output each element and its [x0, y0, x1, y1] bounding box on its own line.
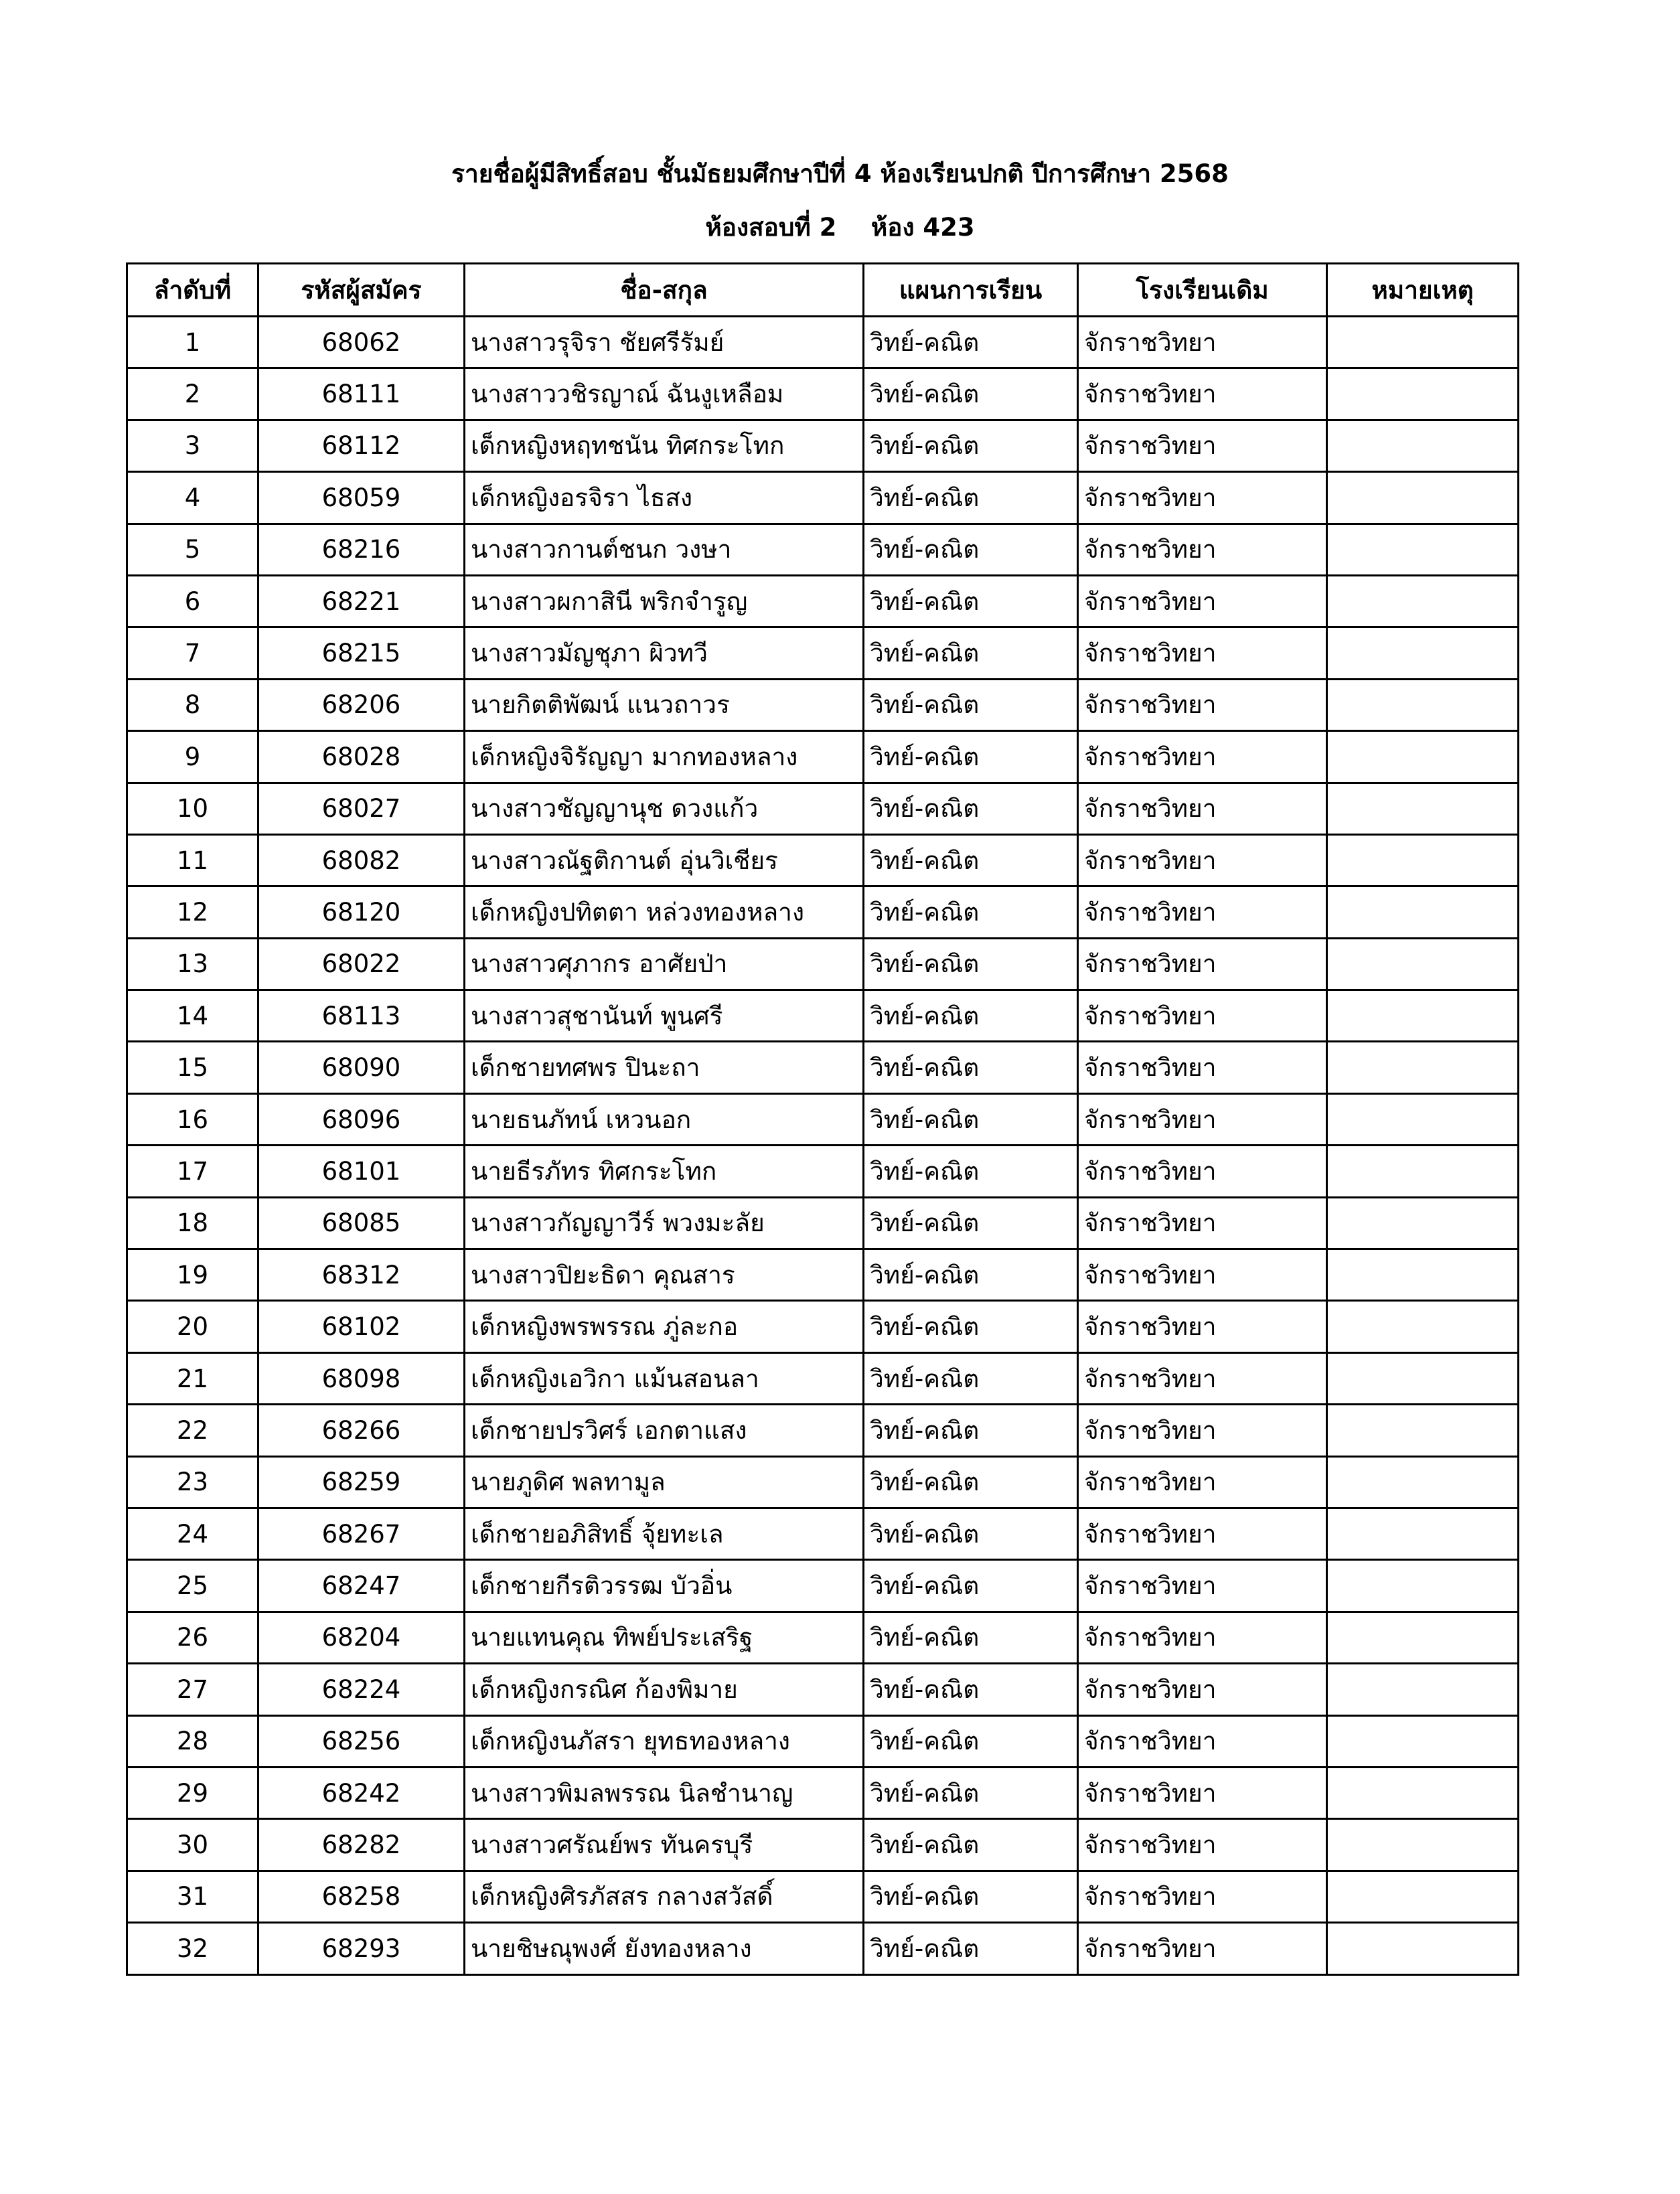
- study-plan-cell: วิทย์-คณิต: [864, 938, 1078, 990]
- remark-cell: [1327, 1560, 1519, 1612]
- order-cell: 1: [127, 317, 258, 368]
- study-plan-cell: วิทย์-คณิต: [864, 1352, 1078, 1404]
- col-header-remark: หมายเหตุ: [1327, 264, 1519, 317]
- remark-cell: [1327, 1664, 1519, 1715]
- applicant-id-cell: 68206: [258, 679, 465, 730]
- name-cell: นางสาวศุภากร อาศัยป่า: [465, 938, 864, 990]
- study-plan-cell: วิทย์-คณิต: [864, 1456, 1078, 1508]
- order-cell: 4: [127, 472, 258, 524]
- order-cell: 13: [127, 938, 258, 990]
- remark-cell: [1327, 1249, 1519, 1301]
- name-cell: นางสาวกานต์ชนก วงษา: [465, 524, 864, 575]
- table-row: [127, 1301, 1519, 1352]
- table-body: [127, 317, 1519, 1975]
- name-cell: นายกิตติพัฒน์ แนวถาวร: [465, 679, 864, 730]
- study-plan-cell: วิทย์-คณิต: [864, 1405, 1078, 1456]
- previous-school-cell: จักราชวิทยา: [1078, 1197, 1327, 1249]
- previous-school-cell: จักราชวิทยา: [1078, 783, 1327, 834]
- applicant-id-cell: 68112: [258, 420, 465, 471]
- table-row: [127, 472, 1519, 524]
- previous-school-cell: จักราชวิทยา: [1078, 1612, 1327, 1663]
- applicant-id-cell: 68028: [258, 731, 465, 783]
- applicant-id-cell: 68027: [258, 783, 465, 834]
- applicant-id-cell: 68221: [258, 575, 465, 627]
- applicant-id-cell: 68062: [258, 317, 465, 368]
- order-cell: 32: [127, 1923, 258, 1974]
- remark-cell: [1327, 420, 1519, 471]
- col-header-name: ชื่อ-สกุล: [465, 264, 864, 317]
- previous-school-cell: จักราชวิทยา: [1078, 1923, 1327, 1974]
- document-title: รายชื่อผู้มีสิทธิ์สอบ ชั้นมัธยมศึกษาปีที่ 4 ห้องเรียนปกติ ปีการศึกษา 2568: [451, 159, 1229, 188]
- applicant-id-cell: 68216: [258, 524, 465, 575]
- applicant-id-cell: 68293: [258, 1923, 465, 1974]
- study-plan-cell: วิทย์-คณิต: [864, 575, 1078, 627]
- previous-school-cell: จักราชวิทยา: [1078, 938, 1327, 990]
- name-cell: นางสาวณัฐติกานต์ อุ่นวิเชียร: [465, 834, 864, 886]
- study-plan-cell: วิทย์-คณิต: [864, 886, 1078, 938]
- study-plan-cell: วิทย์-คณิต: [864, 317, 1078, 368]
- study-plan-cell: วิทย์-คณิต: [864, 1819, 1078, 1871]
- table-row: [127, 990, 1519, 1042]
- table-row: [127, 317, 1519, 368]
- previous-school-cell: จักราชวิทยา: [1078, 1715, 1327, 1767]
- name-cell: นางสาวพิมลพรรณ นิลชำนาญ: [465, 1767, 864, 1818]
- applicant-id-cell: 68098: [258, 1352, 465, 1404]
- remark-cell: [1327, 1767, 1519, 1818]
- table-row: [127, 368, 1519, 420]
- previous-school-cell: จักราชวิทยา: [1078, 1405, 1327, 1456]
- applicant-id-cell: 68267: [258, 1508, 465, 1559]
- remark-cell: [1327, 886, 1519, 938]
- applicant-id-cell: 68101: [258, 1146, 465, 1197]
- previous-school-cell: จักราชวิทยา: [1078, 990, 1327, 1042]
- name-cell: เด็กหญิงเอวิกา แม้นสอนลา: [465, 1352, 864, 1404]
- table-row: [127, 524, 1519, 575]
- name-cell: นายธนภัทน์ เหวนอก: [465, 1093, 864, 1145]
- order-cell: 2: [127, 368, 258, 420]
- previous-school-cell: จักราชวิทยา: [1078, 1146, 1327, 1197]
- table-row: [127, 1612, 1519, 1663]
- previous-school-cell: จักราชวิทยา: [1078, 679, 1327, 730]
- applicant-id-cell: 68215: [258, 627, 465, 679]
- order-cell: 12: [127, 886, 258, 938]
- previous-school-cell: จักราชวิทยา: [1078, 472, 1327, 524]
- name-cell: เด็กชายอภิสิทธิ์ จุ้ยทะเล: [465, 1508, 864, 1559]
- applicant-id-cell: 68059: [258, 472, 465, 524]
- previous-school-cell: จักราชวิทยา: [1078, 1767, 1327, 1818]
- col-header-order: ลำดับที่: [127, 264, 258, 317]
- study-plan-cell: วิทย์-คณิต: [864, 1301, 1078, 1352]
- applicant-id-cell: 68102: [258, 1301, 465, 1352]
- order-cell: 25: [127, 1560, 258, 1612]
- order-cell: 9: [127, 731, 258, 783]
- remark-cell: [1327, 679, 1519, 730]
- table-row: [127, 1560, 1519, 1612]
- study-plan-cell: วิทย์-คณิต: [864, 1146, 1078, 1197]
- applicant-id-cell: 68256: [258, 1715, 465, 1767]
- applicant-id-cell: 68022: [258, 938, 465, 990]
- name-cell: นางสาวศรัณย์พร ทันครบุรี: [465, 1819, 864, 1871]
- table-row: [127, 1819, 1519, 1871]
- table-row: [127, 420, 1519, 471]
- previous-school-cell: จักราชวิทยา: [1078, 627, 1327, 679]
- applicant-id-cell: 68258: [258, 1871, 465, 1922]
- study-plan-cell: วิทย์-คณิต: [864, 472, 1078, 524]
- applicant-id-cell: 68259: [258, 1456, 465, 1508]
- previous-school-cell: จักราชวิทยา: [1078, 1301, 1327, 1352]
- order-cell: 21: [127, 1352, 258, 1404]
- study-plan-cell: วิทย์-คณิต: [864, 834, 1078, 886]
- name-cell: นายชิษณุพงศ์ ยังทองหลาง: [465, 1923, 864, 1974]
- name-cell: เด็กหญิงอรจิรา ไธสง: [465, 472, 864, 524]
- table-header-row: [127, 264, 1519, 317]
- previous-school-cell: จักราชวิทยา: [1078, 575, 1327, 627]
- table-row: [127, 834, 1519, 886]
- remark-cell: [1327, 472, 1519, 524]
- applicant-id-cell: 68111: [258, 368, 465, 420]
- remark-cell: [1327, 317, 1519, 368]
- name-cell: นายภูดิศ พลทามูล: [465, 1456, 864, 1508]
- applicant-id-cell: 68085: [258, 1197, 465, 1249]
- remark-cell: [1327, 1301, 1519, 1352]
- col-header-study-plan: แผนการเรียน: [864, 264, 1078, 317]
- order-cell: 8: [127, 679, 258, 730]
- previous-school-cell: จักราชวิทยา: [1078, 1664, 1327, 1715]
- remark-cell: [1327, 1405, 1519, 1456]
- previous-school-cell: จักราชวิทยา: [1078, 1456, 1327, 1508]
- remark-cell: [1327, 524, 1519, 575]
- remark-cell: [1327, 731, 1519, 783]
- table-row: [127, 1352, 1519, 1404]
- name-cell: นางสาวชัญญานุช ดวงแก้ว: [465, 783, 864, 834]
- study-plan-cell: วิทย์-คณิต: [864, 420, 1078, 471]
- study-plan-cell: วิทย์-คณิต: [864, 990, 1078, 1042]
- order-cell: 11: [127, 834, 258, 886]
- study-plan-cell: วิทย์-คณิต: [864, 679, 1078, 730]
- applicant-id-cell: 68312: [258, 1249, 465, 1301]
- table-row: [127, 1664, 1519, 1715]
- order-cell: 10: [127, 783, 258, 834]
- remark-cell: [1327, 1042, 1519, 1093]
- exam-room-subtitle: ห้องสอบที่ 2 ห้อง 423: [705, 213, 975, 242]
- col-header-previous-school: โรงเรียนเดิม: [1078, 264, 1327, 317]
- order-cell: 28: [127, 1715, 258, 1767]
- previous-school-cell: จักราชวิทยา: [1078, 1560, 1327, 1612]
- previous-school-cell: จักราชวิทยา: [1078, 1249, 1327, 1301]
- table-row: [127, 1405, 1519, 1456]
- table-row: [127, 1093, 1519, 1145]
- previous-school-cell: จักราชวิทยา: [1078, 1508, 1327, 1559]
- order-cell: 22: [127, 1405, 258, 1456]
- applicant-id-cell: 68282: [258, 1819, 465, 1871]
- previous-school-cell: จักราชวิทยา: [1078, 1871, 1327, 1922]
- name-cell: เด็กหญิงหฤทชนัน ทิศกระโทก: [465, 420, 864, 471]
- study-plan-cell: วิทย์-คณิต: [864, 1871, 1078, 1922]
- remark-cell: [1327, 1197, 1519, 1249]
- name-cell: นางสาวปิยะธิดา คุณสาร: [465, 1249, 864, 1301]
- remark-cell: [1327, 1871, 1519, 1922]
- previous-school-cell: จักราชวิทยา: [1078, 1819, 1327, 1871]
- name-cell: เด็กหญิงจิรัญญา มากทองหลาง: [465, 731, 864, 783]
- study-plan-cell: วิทย์-คณิต: [864, 1249, 1078, 1301]
- study-plan-cell: วิทย์-คณิต: [864, 1664, 1078, 1715]
- order-cell: 18: [127, 1197, 258, 1249]
- order-cell: 17: [127, 1146, 258, 1197]
- applicant-id-cell: 68224: [258, 1664, 465, 1715]
- name-cell: เด็กชายกีรติวรรฒ บัวอิ่น: [465, 1560, 864, 1612]
- previous-school-cell: จักราชวิทยา: [1078, 1093, 1327, 1145]
- applicant-id-cell: 68113: [258, 990, 465, 1042]
- name-cell: เด็กหญิงกรณิศ ก้องพิมาย: [465, 1664, 864, 1715]
- table-row: [127, 575, 1519, 627]
- order-cell: 5: [127, 524, 258, 575]
- order-cell: 3: [127, 420, 258, 471]
- study-plan-cell: วิทย์-คณิต: [864, 1560, 1078, 1612]
- table-row: [127, 1715, 1519, 1767]
- previous-school-cell: จักราชวิทยา: [1078, 368, 1327, 420]
- name-cell: นางสาวผกาสินี พริกจำรูญ: [465, 575, 864, 627]
- study-plan-cell: วิทย์-คณิต: [864, 524, 1078, 575]
- study-plan-cell: วิทย์-คณิต: [864, 731, 1078, 783]
- study-plan-cell: วิทย์-คณิต: [864, 1508, 1078, 1559]
- name-cell: เด็กหญิงนภัสรา ยุทธทองหลาง: [465, 1715, 864, 1767]
- order-cell: 29: [127, 1767, 258, 1818]
- study-plan-cell: วิทย์-คณิต: [864, 368, 1078, 420]
- col-header-applicant-id: รหัสผู้สมัคร: [258, 264, 465, 317]
- table-row: [127, 1923, 1519, 1974]
- remark-cell: [1327, 575, 1519, 627]
- study-plan-cell: วิทย์-คณิต: [864, 1923, 1078, 1974]
- name-cell: นายธีรภัทร ทิศกระโทก: [465, 1146, 864, 1197]
- previous-school-cell: จักราชวิทยา: [1078, 731, 1327, 783]
- previous-school-cell: จักราชวิทยา: [1078, 1352, 1327, 1404]
- name-cell: นายแทนคุณ ทิพย์ประเสริฐ: [465, 1612, 864, 1663]
- previous-school-cell: จักราชวิทยา: [1078, 420, 1327, 471]
- previous-school-cell: จักราชวิทยา: [1078, 1042, 1327, 1093]
- name-cell: นางสาวรุจิรา ชัยศรีรัมย์: [465, 317, 864, 368]
- name-cell: เด็กชายทศพร ปินะถา: [465, 1042, 864, 1093]
- remark-cell: [1327, 1146, 1519, 1197]
- order-cell: 26: [127, 1612, 258, 1663]
- order-cell: 19: [127, 1249, 258, 1301]
- remark-cell: [1327, 938, 1519, 990]
- order-cell: 6: [127, 575, 258, 627]
- study-plan-cell: วิทย์-คณิต: [864, 1093, 1078, 1145]
- table-row: [127, 1871, 1519, 1922]
- applicant-id-cell: 68090: [258, 1042, 465, 1093]
- table-row: [127, 886, 1519, 938]
- examinee-table: [126, 262, 1519, 1976]
- previous-school-cell: จักราชวิทยา: [1078, 524, 1327, 575]
- order-cell: 7: [127, 627, 258, 679]
- order-cell: 20: [127, 1301, 258, 1352]
- table-row: [127, 1197, 1519, 1249]
- order-cell: 23: [127, 1456, 258, 1508]
- table-row: [127, 1456, 1519, 1508]
- applicant-id-cell: 68242: [258, 1767, 465, 1818]
- table-row: [127, 627, 1519, 679]
- remark-cell: [1327, 1352, 1519, 1404]
- remark-cell: [1327, 1612, 1519, 1663]
- table-row: [127, 1146, 1519, 1197]
- study-plan-cell: วิทย์-คณิต: [864, 627, 1078, 679]
- name-cell: นางสาววชิรญาณ์ ฉันงูเหลือม: [465, 368, 864, 420]
- remark-cell: [1327, 1715, 1519, 1767]
- table-row: [127, 679, 1519, 730]
- remark-cell: [1327, 627, 1519, 679]
- applicant-id-cell: 68082: [258, 834, 465, 886]
- study-plan-cell: วิทย์-คณิต: [864, 783, 1078, 834]
- previous-school-cell: จักราชวิทยา: [1078, 317, 1327, 368]
- order-cell: 27: [127, 1664, 258, 1715]
- table-row: [127, 1042, 1519, 1093]
- name-cell: เด็กชายปรวิศร์ เอกตาแสง: [465, 1405, 864, 1456]
- study-plan-cell: วิทย์-คณิต: [864, 1715, 1078, 1767]
- name-cell: เด็กหญิงศิรภัสสร กลางสวัสดิ์: [465, 1871, 864, 1922]
- remark-cell: [1327, 783, 1519, 834]
- order-cell: 24: [127, 1508, 258, 1559]
- table-row: [127, 1249, 1519, 1301]
- study-plan-cell: วิทย์-คณิต: [864, 1197, 1078, 1249]
- applicant-id-cell: 68096: [258, 1093, 465, 1145]
- table-row: [127, 1508, 1519, 1559]
- name-cell: เด็กหญิงปทิตตา หล่วงทองหลาง: [465, 886, 864, 938]
- remark-cell: [1327, 834, 1519, 886]
- remark-cell: [1327, 1923, 1519, 1974]
- table-row: [127, 731, 1519, 783]
- previous-school-cell: จักราชวิทยา: [1078, 834, 1327, 886]
- remark-cell: [1327, 1093, 1519, 1145]
- table-row: [127, 783, 1519, 834]
- remark-cell: [1327, 368, 1519, 420]
- applicant-id-cell: 68247: [258, 1560, 465, 1612]
- study-plan-cell: วิทย์-คณิต: [864, 1612, 1078, 1663]
- name-cell: นางสาวสุชานันท์ พูนศรี: [465, 990, 864, 1042]
- table-row: [127, 1767, 1519, 1818]
- remark-cell: [1327, 1508, 1519, 1559]
- name-cell: เด็กหญิงพรพรรณ ภู่ละกอ: [465, 1301, 864, 1352]
- name-cell: นางสาวกัญญาวีร์ พวงมะลัย: [465, 1197, 864, 1249]
- table-row: [127, 938, 1519, 990]
- remark-cell: [1327, 1456, 1519, 1508]
- order-cell: 16: [127, 1093, 258, 1145]
- previous-school-cell: จักราชวิทยา: [1078, 886, 1327, 938]
- order-cell: 15: [127, 1042, 258, 1093]
- order-cell: 14: [127, 990, 258, 1042]
- study-plan-cell: วิทย์-คณิต: [864, 1042, 1078, 1093]
- name-cell: นางสาวมัญชุภา ผิวทวี: [465, 627, 864, 679]
- applicant-id-cell: 68204: [258, 1612, 465, 1663]
- applicant-id-cell: 68266: [258, 1405, 465, 1456]
- order-cell: 31: [127, 1871, 258, 1922]
- remark-cell: [1327, 990, 1519, 1042]
- study-plan-cell: วิทย์-คณิต: [864, 1767, 1078, 1818]
- remark-cell: [1327, 1819, 1519, 1871]
- applicant-id-cell: 68120: [258, 886, 465, 938]
- order-cell: 30: [127, 1819, 258, 1871]
